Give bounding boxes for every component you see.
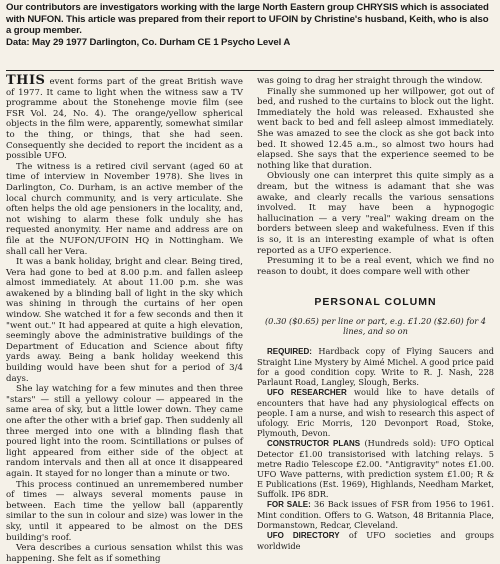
paragraph: The witness is a retired civil servant (aged 60 at time of interview in November 1978). She lives in Darlington, Co. Durham, is an active member of the local church community, and is very articulate. She often helps the old age pensioners in the locality, and, not wishing to alarm these folk unduly she has requested anonymity. Her name and address are on file at the NUFON/UFOIN HQ in Nottingham. We shall call her Vera. — [6, 161, 243, 257]
paragraph: This process continued an unremembered number of times — always several moments pause in between. Each time the yellow ball (apparently similar to the sun in colour and size) was lower in the sky, until it appeared to be almost on the DES building's roof. — [6, 479, 243, 543]
paragraph: She lay watching for a few minutes and then three "stars" — still a yellowy colour — appeared in the same area of sky, but a little lower down. They came one after the other with a brief gap. Then suddenly all three merged into one with a blinding flash that poured light into the room. Scintillations or pulses of light appeared from either side of the object at random intervals and then all at once it disappeared again. It stayed for no longer than a minute or two. — [6, 384, 243, 479]
ad-text: 36 Back issues of FSR from 1956 to 1961. Mint condition. Offers to G. Watson, 48 Britannia Place, Dormanstown, Redcar, Cleveland. — [257, 498, 494, 530]
left-column — [6, 73, 243, 564]
paragraph: Obviously one can interpret this quite simply as a dream, but the witness is adamant that she was awake, and clearly recalls the various sensations involved. It may have been a hypnogogic hallucination — a very "real" waking dream on the borders between sleep and wakefulness. Even if this is so, it is an interesting example of what is often reported as a UFO experience. — [257, 171, 494, 256]
classified-ad — [257, 499, 494, 530]
ad-text: would like to have details of encounters that have had any physiological effects on people. I am a nurse, and wish to research this aspect of ufology. Eric Morris, 120 Devonport Road, Stoke, Plymouth, Devon. — [257, 386, 494, 438]
paragraph-text: event forms part of the great British wave of 1977. It came to light when the witness saw a TV programme about the Stonehenge movie film (see FSR Vol. 24, No. 4). The orange/yellow spherical objects in the film were, apparently, somewhat similar to the thing, or things, that she had seen. Consequently she decided to report the incident as a possible UFO. — [6, 77, 243, 162]
paragraph: It was a bank holiday, bright and clear. Being tired, Vera had gone to bed at 8.00 p.m. and fallen asleep almost immediately. At about 11.00 p.m. she was awakened by a blinding ball of light in the sky which was shining in through the curtains of her open window. She watched it for a few seconds and then it "went out." It had appeared at quite a high elevation, seemingly above the administrative buildings of the Department of Education and Science about fifty yards away. Being a bank holiday weekend this building would have been shut for a period of 3/4 days. — [6, 257, 243, 384]
ad-text: Hardback copy of Flying Saucers and Straight Line Mystery by Aimé Michel. A good price paid for a good condition copy. Write to R. J. Nash, 228 Parlaunt Road, Langley, Slough, Berks. — [257, 345, 494, 387]
drop-cap: THIS — [6, 73, 46, 88]
paragraph: Finally she summoned up her willpower, got out of bed, and rushed to the curtains to block out the light. Immediately the hold was released. Exhausted she went back to bed and fell asleep almost immediately. She was amazed to see the clock as she got back into bed. It showed 12.45 a.m., so almost two hours had elapsed. She says that the experience seemed to be nothing like that duration. — [257, 86, 494, 171]
intro-contributors: Our contributors are investigators working with the large North Eastern group CHRYSIS which is associated with NUFON. This article was prepared from their report to UFOIN by Christine's husband, Keith, who is also a group member. — [6, 2, 489, 36]
ad-text: (Hundreds sold): UFO Optical Detector £1.00 transistorised with latching relays. 5 metre Radio Telescope £2.00. "Antigravity" notes £1.00. UFO Wave patterns, with prediction system £1.00; R & E Publications (Est. 1969), Highlands, Needham Market, Suffolk. IP6 8DR. — [257, 437, 494, 499]
classified-ad — [257, 530, 494, 551]
paragraph — [6, 73, 243, 162]
ad-label: FOR SALE: — [267, 499, 311, 509]
intro-divider — [6, 70, 494, 71]
intro-data-line: Data: May 29 1977 Darlington, Co. Durham CE 1 Psycho Level A — [6, 36, 291, 48]
personal-column-rates: (0.30 ($0.65) per line or part, e.g. £1.20 ($2.60) for 4 lines, and so on — [264, 315, 487, 336]
ad-text: of UFO societies and groups worldwide — [257, 529, 495, 551]
paragraph: Vera describes a curious sensation whilst this was happening. She felt as if something — [6, 543, 243, 564]
paragraph: was going to drag her straight through the window. — [257, 76, 483, 86]
classified-ad — [257, 438, 494, 499]
article-intro — [6, 2, 494, 48]
classified-ad — [257, 346, 494, 387]
personal-column-heading: PERSONAL COLUMN — [314, 296, 437, 309]
right-column — [257, 76, 494, 551]
ad-label: REQUIRED: — [267, 346, 312, 356]
paragraph: Presuming it to be a real event, which we find no reason to doubt, it does compare well with other — [257, 256, 494, 277]
ad-label: UFO RESEARCHER — [267, 387, 347, 397]
ad-label: CONSTRUCTOR PLANS — [267, 438, 361, 448]
classified-ad — [257, 387, 494, 438]
ad-label: UFO DIRECTORY — [267, 530, 340, 540]
